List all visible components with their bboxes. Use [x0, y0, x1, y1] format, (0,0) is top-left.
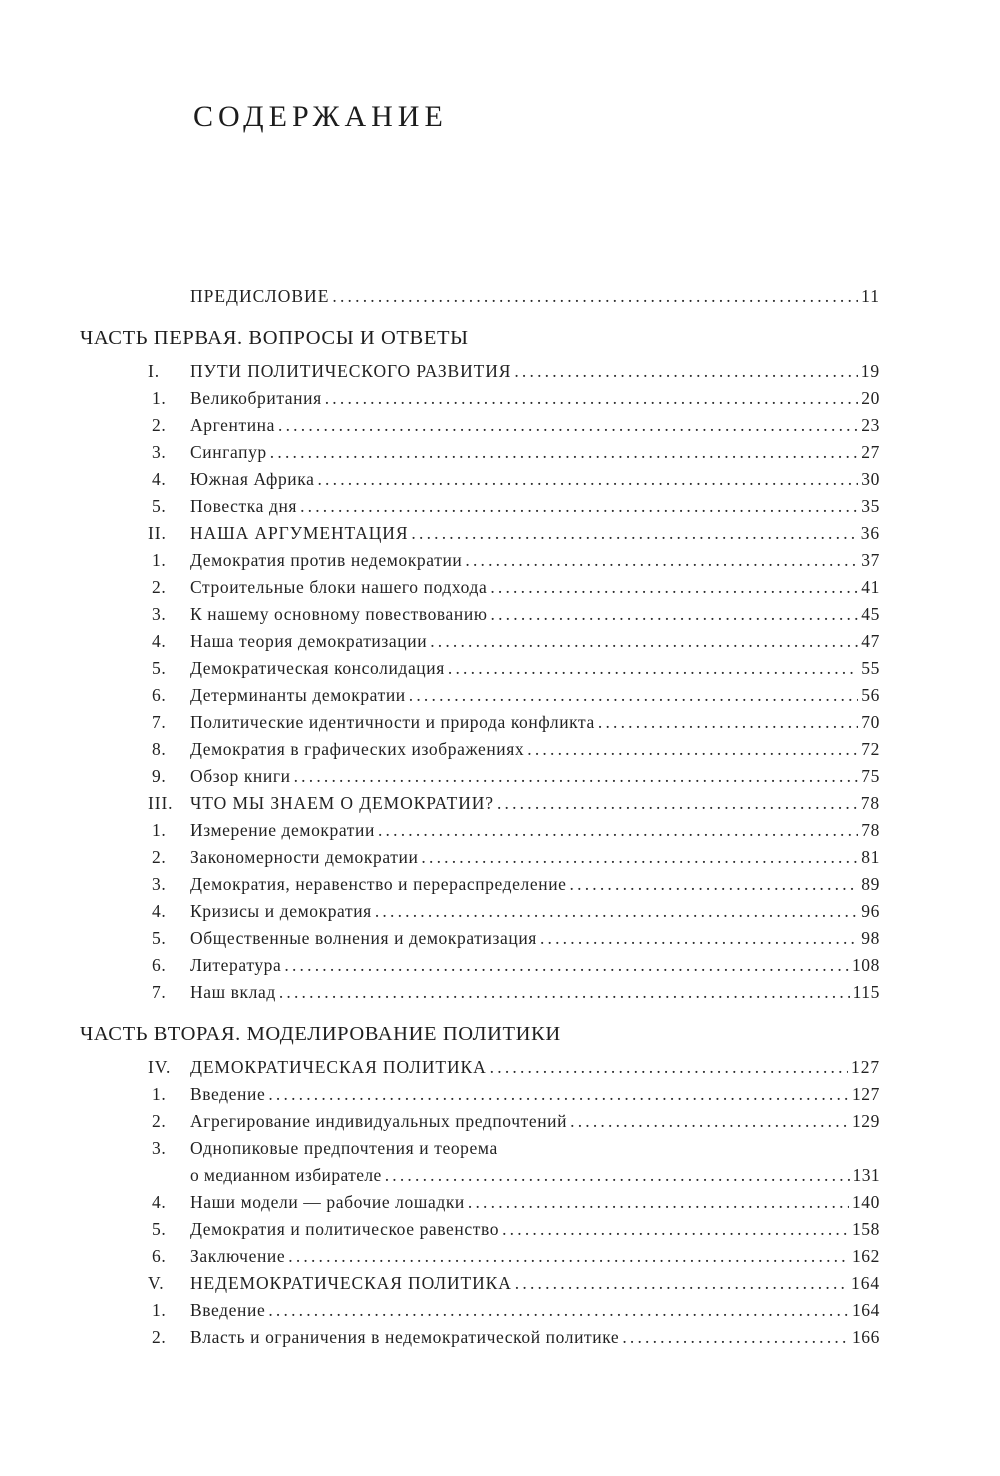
entry-number: 3.	[152, 442, 167, 462]
entry-page-number: 89	[861, 874, 880, 894]
entry-page-number: 127	[851, 1084, 880, 1104]
entry-page-number: 37	[861, 550, 880, 570]
entry-number: 7.	[152, 982, 167, 1002]
entry-page-number: 19	[860, 361, 880, 381]
entry-number: 5.	[152, 496, 167, 516]
entry-page-number: 36	[860, 523, 880, 543]
toc-row	[80, 736, 880, 763]
dot-leader	[448, 655, 858, 682]
toc-row	[80, 520, 880, 547]
dot-leader	[540, 925, 858, 952]
entry-number: 5.	[152, 1219, 167, 1239]
entry-number: 5.	[152, 928, 167, 948]
toc-row-continuation	[80, 1162, 880, 1189]
entry-label: о медианном избирателе	[190, 1165, 382, 1185]
entry-page-number: 56	[861, 685, 880, 705]
entry-label: ДЕМОКРАТИЧЕСКАЯ ПОЛИТИКА	[190, 1057, 487, 1077]
dot-leader	[409, 682, 859, 709]
entry-page-number: 75	[861, 766, 880, 786]
entry-number: V.	[148, 1273, 165, 1293]
entry-label: Обзор книги	[190, 766, 291, 786]
entry-label: Введение	[190, 1084, 266, 1104]
entry-page-number: 72	[861, 739, 880, 759]
dot-leader	[430, 628, 858, 655]
toc-row	[80, 682, 880, 709]
entry-number: 9.	[152, 766, 167, 786]
entry-number: 5.	[152, 658, 167, 678]
dot-leader	[332, 283, 858, 310]
dot-leader	[570, 871, 859, 898]
entry-label: Великобритания	[190, 388, 322, 408]
entry-label: Агрегирование индивидуальных предпочтений	[190, 1111, 568, 1131]
entry-label: Аргентина	[190, 415, 276, 435]
entry-number: II.	[148, 523, 167, 543]
entry-label: ЧАСТЬ ВТОРАЯ. МОДЕЛИРОВАНИЕ ПОЛИТИКИ	[80, 1023, 561, 1045]
dot-leader	[527, 736, 858, 763]
entry-number: 7.	[152, 712, 167, 732]
entry-number: 2.	[152, 1327, 167, 1347]
entry-page-number: 78	[861, 820, 880, 840]
entry-page-number: 35	[861, 496, 880, 516]
toc-row	[80, 493, 880, 520]
entry-label: Политические идентичности и природа конфликта	[190, 712, 595, 732]
dot-leader	[279, 979, 850, 1006]
toc-row	[80, 790, 880, 817]
entry-number: 1.	[152, 1084, 167, 1104]
entry-page-number: 11	[861, 286, 880, 306]
dot-leader	[378, 817, 858, 844]
entry-label: Детерминанты демократии	[190, 685, 406, 705]
entry-label: Измерение демократии	[190, 820, 375, 840]
toc-row	[80, 844, 880, 871]
entry-label: НЕДЕМОКРАТИЧЕСКАЯ ПОЛИТИКА	[190, 1273, 512, 1293]
dot-leader	[268, 1297, 849, 1324]
entry-label: Повестка дня	[190, 496, 298, 516]
entry-label: ЧТО МЫ ЗНАЕМ О ДЕМОКРАТИИ?	[190, 793, 494, 813]
dot-leader	[570, 1108, 849, 1135]
entry-number: 6.	[152, 955, 167, 975]
entry-page-number: 30	[861, 469, 880, 489]
dot-leader	[300, 493, 858, 520]
entry-label: ЧАСТЬ ПЕРВАЯ. ВОПРОСЫ И ОТВЕТЫ	[80, 327, 469, 349]
entry-page-number: 115	[852, 982, 880, 1002]
toc-row	[80, 1297, 880, 1324]
dot-leader	[375, 898, 858, 925]
dot-leader	[411, 520, 857, 547]
entry-page-number: 164	[851, 1300, 880, 1320]
entry-label: Кризисы и демократия	[190, 901, 372, 921]
entry-label: Демократическая консолидация	[190, 658, 445, 678]
toc-row	[80, 466, 880, 493]
dot-leader	[385, 1162, 850, 1189]
entry-page-number: 78	[860, 793, 880, 813]
toc-row	[80, 1270, 880, 1297]
entry-label: Заключение	[190, 1246, 286, 1266]
entry-number: 2.	[152, 847, 167, 867]
entry-page-number: 127	[851, 1057, 880, 1077]
toc-row	[80, 1216, 880, 1243]
entry-label: Сингапур	[190, 442, 267, 462]
toc-row	[80, 385, 880, 412]
toc-row	[80, 1081, 880, 1108]
dot-leader	[317, 466, 858, 493]
entry-page-number: 23	[861, 415, 880, 435]
entry-number: 3.	[152, 874, 167, 894]
entry-label: ПРЕДИСЛОВИЕ	[190, 286, 330, 306]
entry-number: 2.	[152, 1111, 167, 1131]
entry-number: 2.	[152, 577, 167, 597]
dot-leader	[288, 1243, 849, 1270]
entry-label: Демократия против недемократии	[190, 550, 463, 570]
entry-label: Введение	[190, 1300, 266, 1320]
entry-number: III.	[148, 793, 174, 813]
toc-row	[80, 898, 880, 925]
dot-leader	[278, 412, 858, 439]
entry-number: IV.	[148, 1057, 172, 1077]
dot-leader	[490, 574, 858, 601]
entry-number: 8.	[152, 739, 167, 759]
dot-leader	[622, 1324, 849, 1351]
toc-row	[80, 1108, 880, 1135]
toc-row	[80, 1243, 880, 1270]
entry-number: 2.	[152, 415, 167, 435]
toc-row	[80, 1135, 880, 1162]
toc-row	[80, 547, 880, 574]
entry-label: Общественные волнения и демократизация	[190, 928, 537, 948]
entry-label: Наши модели — рабочие лошадки	[190, 1192, 465, 1212]
toc-row	[80, 655, 880, 682]
toc-row	[80, 763, 880, 790]
entry-label: Наша теория демократизации	[190, 631, 428, 651]
part-heading	[80, 323, 880, 353]
entry-label: Литература	[190, 955, 282, 975]
entry-label: Строительные блоки нашего подхода	[190, 577, 488, 597]
entry-label: НАША АРГУМЕНТАЦИЯ	[190, 523, 409, 543]
entry-page-number: 45	[861, 604, 880, 624]
toc-row	[80, 283, 880, 310]
entry-number: 4.	[152, 469, 167, 489]
toc-list	[80, 283, 880, 1351]
toc-row	[80, 952, 880, 979]
toc-row	[80, 628, 880, 655]
toc-row	[80, 925, 880, 952]
dot-leader	[491, 601, 859, 628]
entry-number: 4.	[152, 901, 167, 921]
entry-page-number: 47	[861, 631, 880, 651]
entry-page-number: 129	[851, 1111, 880, 1131]
dot-leader	[421, 844, 858, 871]
toc-row	[80, 1189, 880, 1216]
toc-row	[80, 439, 880, 466]
toc-row	[80, 979, 880, 1006]
entry-page-number: 108	[851, 955, 880, 975]
toc-row	[80, 871, 880, 898]
entry-page-number: 162	[851, 1246, 880, 1266]
entry-number: 4.	[152, 1192, 167, 1212]
dot-leader	[284, 952, 849, 979]
entry-page-number: 96	[861, 901, 880, 921]
entry-label: Южная Африка	[190, 469, 315, 489]
toc-row	[80, 1324, 880, 1351]
entry-page-number: 140	[851, 1192, 880, 1212]
toc-row	[80, 1054, 880, 1081]
entry-label: Закономерности демократии	[190, 847, 419, 867]
entry-label: Наш вклад	[190, 982, 276, 1002]
dot-leader	[515, 1270, 848, 1297]
dot-leader	[268, 1081, 849, 1108]
entry-page-number: 166	[851, 1327, 880, 1347]
entry-number: 1.	[152, 820, 167, 840]
entry-page-number: 164	[851, 1273, 880, 1293]
entry-label: ПУТИ ПОЛИТИЧЕСКОГО РАЗВИТИЯ	[190, 361, 512, 381]
dot-leader	[598, 709, 858, 736]
toc-row	[80, 412, 880, 439]
toc-row	[80, 709, 880, 736]
entry-label: Власть и ограничения в недемократической политике	[190, 1327, 620, 1347]
entry-page-number: 27	[861, 442, 880, 462]
page-title: СОДЕРЖАНИЕ	[193, 100, 448, 133]
part-heading	[80, 1019, 880, 1049]
dot-leader	[465, 547, 858, 574]
entry-number: 1.	[152, 1300, 167, 1320]
entry-page-number: 55	[861, 658, 880, 678]
dot-leader	[270, 439, 859, 466]
entry-page-number: 81	[861, 847, 880, 867]
dot-leader	[325, 385, 859, 412]
toc-row	[80, 817, 880, 844]
toc-row	[80, 358, 880, 385]
dot-leader	[294, 763, 859, 790]
entry-page-number: 20	[861, 388, 880, 408]
entry-label: Демократия и политическое равенство	[190, 1219, 500, 1239]
dot-leader	[497, 790, 858, 817]
entry-number: 4.	[152, 631, 167, 651]
entry-page-number: 158	[851, 1219, 880, 1239]
entry-number: 6.	[152, 1246, 167, 1266]
toc-row	[80, 574, 880, 601]
entry-label: Демократия, неравенство и перераспределение	[190, 874, 567, 894]
dot-leader	[468, 1189, 849, 1216]
entry-number: 1.	[152, 388, 167, 408]
dot-leader	[490, 1054, 848, 1081]
entry-page-number: 41	[861, 577, 880, 597]
dot-leader	[502, 1216, 849, 1243]
entry-number: I.	[148, 361, 161, 381]
entry-label: Однопиковые предпочтения и теорема	[190, 1138, 498, 1158]
entry-number: 3.	[152, 1138, 167, 1158]
entry-label: Демократия в графических изображениях	[190, 739, 525, 759]
dot-leader	[514, 358, 857, 385]
entry-number: 6.	[152, 685, 167, 705]
entry-page-number: 70	[861, 712, 880, 732]
entry-page-number: 131	[852, 1165, 880, 1185]
entry-number: 1.	[152, 550, 167, 570]
entry-page-number: 98	[861, 928, 880, 948]
toc-row	[80, 601, 880, 628]
entry-number: 3.	[152, 604, 167, 624]
entry-label: К нашему основному повествованию	[190, 604, 488, 624]
